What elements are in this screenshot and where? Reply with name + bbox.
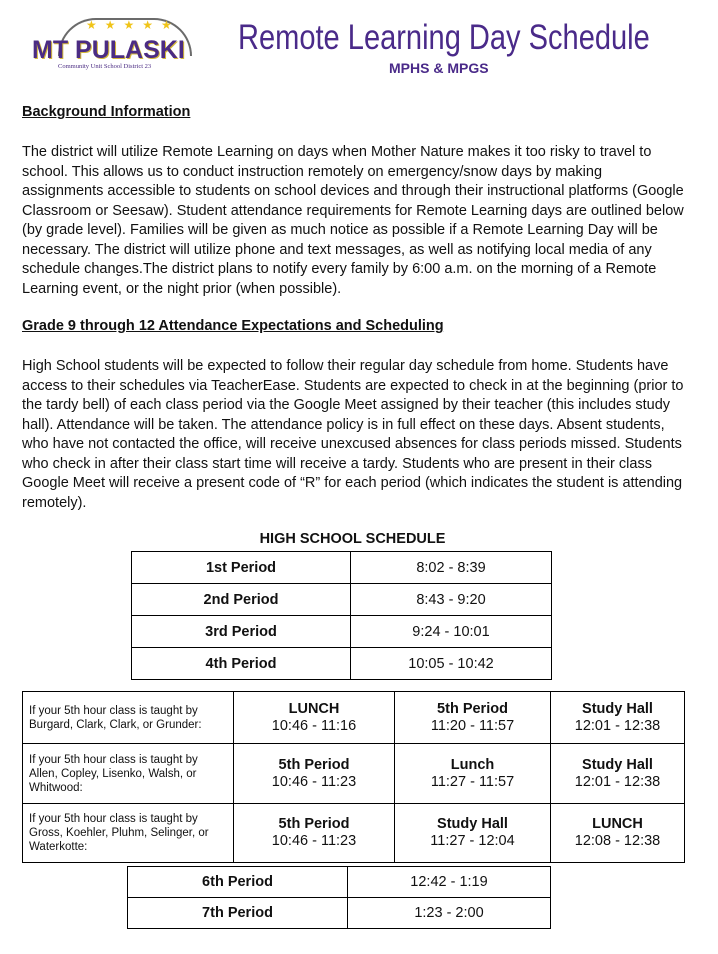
slot-name: 5th Period <box>278 756 350 773</box>
slot-time: 10:46 - 11:23 <box>271 833 357 849</box>
time-cell: 9:24 - 10:01 <box>351 616 552 648</box>
slot-cell <box>234 804 395 863</box>
district-logo <box>28 12 208 72</box>
logo-name: MT PULASKI <box>32 36 185 64</box>
period-cell: 7th Period <box>128 898 348 929</box>
slot-cell <box>234 744 395 804</box>
slot-time: 11:20 - 11:57 <box>430 717 515 734</box>
time-cell: 8:43 - 9:20 <box>351 584 552 616</box>
time-cell: 12:42 - 1:19 <box>348 867 551 898</box>
table-row <box>132 552 552 584</box>
time-cell: 1:23 - 2:00 <box>348 898 551 929</box>
teacher-group-cell: If your 5th hour class is taught by Gross, Koehler, Pluhm, Selinger, or Waterkotte: <box>23 804 234 863</box>
background-heading: Background Information <box>22 104 191 120</box>
table-row <box>128 867 551 898</box>
slot-name: 5th Period <box>437 700 508 717</box>
slot-time: 10:46 - 11:16 <box>271 717 357 734</box>
slot-cell <box>551 692 685 744</box>
morning-schedule-table <box>131 551 552 680</box>
period-cell: 3rd Period <box>132 616 351 648</box>
slot-cell <box>395 804 551 863</box>
grade-heading: Grade 9 through 12 Attendance Expectations and Scheduling <box>22 318 444 334</box>
table-row <box>23 804 685 863</box>
slot-cell <box>551 744 685 804</box>
slot-cell <box>395 692 551 744</box>
period-cell: 1st Period <box>132 552 351 584</box>
logo-stars-icon: ★★★★★ <box>86 18 180 32</box>
schedule-title: HIGH SCHOOL SCHEDULE <box>259 531 446 547</box>
afternoon-schedule-table <box>127 866 551 929</box>
page-subtitle: MPHS & MPGS <box>389 60 489 76</box>
slot-name: 5th Period <box>278 816 350 832</box>
table-row <box>132 584 552 616</box>
page-title: Remote Learning Day Schedule <box>238 18 650 57</box>
slot-time: 12:01 - 12:38 <box>574 717 661 734</box>
logo-subtitle: Community Unit School District 23 <box>58 63 152 70</box>
slot-time: 11:27 - 11:57 <box>430 773 515 790</box>
slot-name: LUNCH <box>288 700 340 717</box>
teacher-group-cell: If your 5th hour class is taught by Allen, Copley, Lisenko, Walsh, or Whitwood: <box>23 744 234 804</box>
slot-name: LUNCH <box>592 816 643 832</box>
table-row <box>132 616 552 648</box>
slot-time: 12:01 - 12:38 <box>574 773 661 790</box>
period-cell: 6th Period <box>128 867 348 898</box>
slot-name: Study Hall <box>582 756 653 773</box>
slot-cell <box>551 804 685 863</box>
slot-cell <box>234 692 395 744</box>
slot-time: 11:27 - 12:04 <box>430 833 515 849</box>
slot-time: 12:08 - 12:38 <box>574 833 661 849</box>
time-cell: 10:05 - 10:42 <box>351 648 552 680</box>
period-cell: 4th Period <box>132 648 351 680</box>
slot-name: Study Hall <box>582 700 653 717</box>
teacher-group-cell: If your 5th hour class is taught by Burgard, Clark, Clark, or Grunder: <box>23 692 234 744</box>
time-cell: 8:02 - 8:39 <box>351 552 552 584</box>
fifth-hour-schedule-table <box>22 691 685 863</box>
background-paragraph: The district will utilize Remote Learning on days when Mother Nature makes it too risky to travel to school. This allows us to conduct instruction remotely on emergency/snow days by making assignments accessible to students on school devices and through their instructional platforms (Google Classroom or Seesaw). Student attendance requirements for Remote Learning days are outlined below (by grade level). Families will be given as much notice as possible if a Remote Learning Day will be necessary. The district will utilize phone and text messages, as well as notifying local media of any schedule changes.The district plans to notify every family by 6:00 a.m. on the morning of a Remote Learning event, or the night prior (when possible). <box>22 144 684 297</box>
slot-time: 10:46 - 11:23 <box>271 773 357 790</box>
table-row <box>23 744 685 804</box>
slot-name: Lunch <box>450 756 495 773</box>
slot-cell <box>395 744 551 804</box>
table-row <box>128 898 551 929</box>
table-row <box>23 692 685 744</box>
slot-name: Study Hall <box>437 816 508 832</box>
grade-paragraph: High School students will be expected to follow their regular day schedule from home. Students have access to their schedules via TeacherEase. Students are expected to check in at the beginning (prior to the tardy bell) of each class period via the Google Meet assigned by their teacher (this includes study hall). Attendance will be taken. The attendance policy is in full effect on these days. Absent students, who have not contacted the office, will receive unexcused absences for class periods missed. Students who check in after their class start time will receive a tardy. Students who are present in their class Google Meet will receive a present code of “R” for each period (which indicates the student is attending remotely). <box>22 358 684 511</box>
table-row <box>132 648 552 680</box>
period-cell: 2nd Period <box>132 584 351 616</box>
